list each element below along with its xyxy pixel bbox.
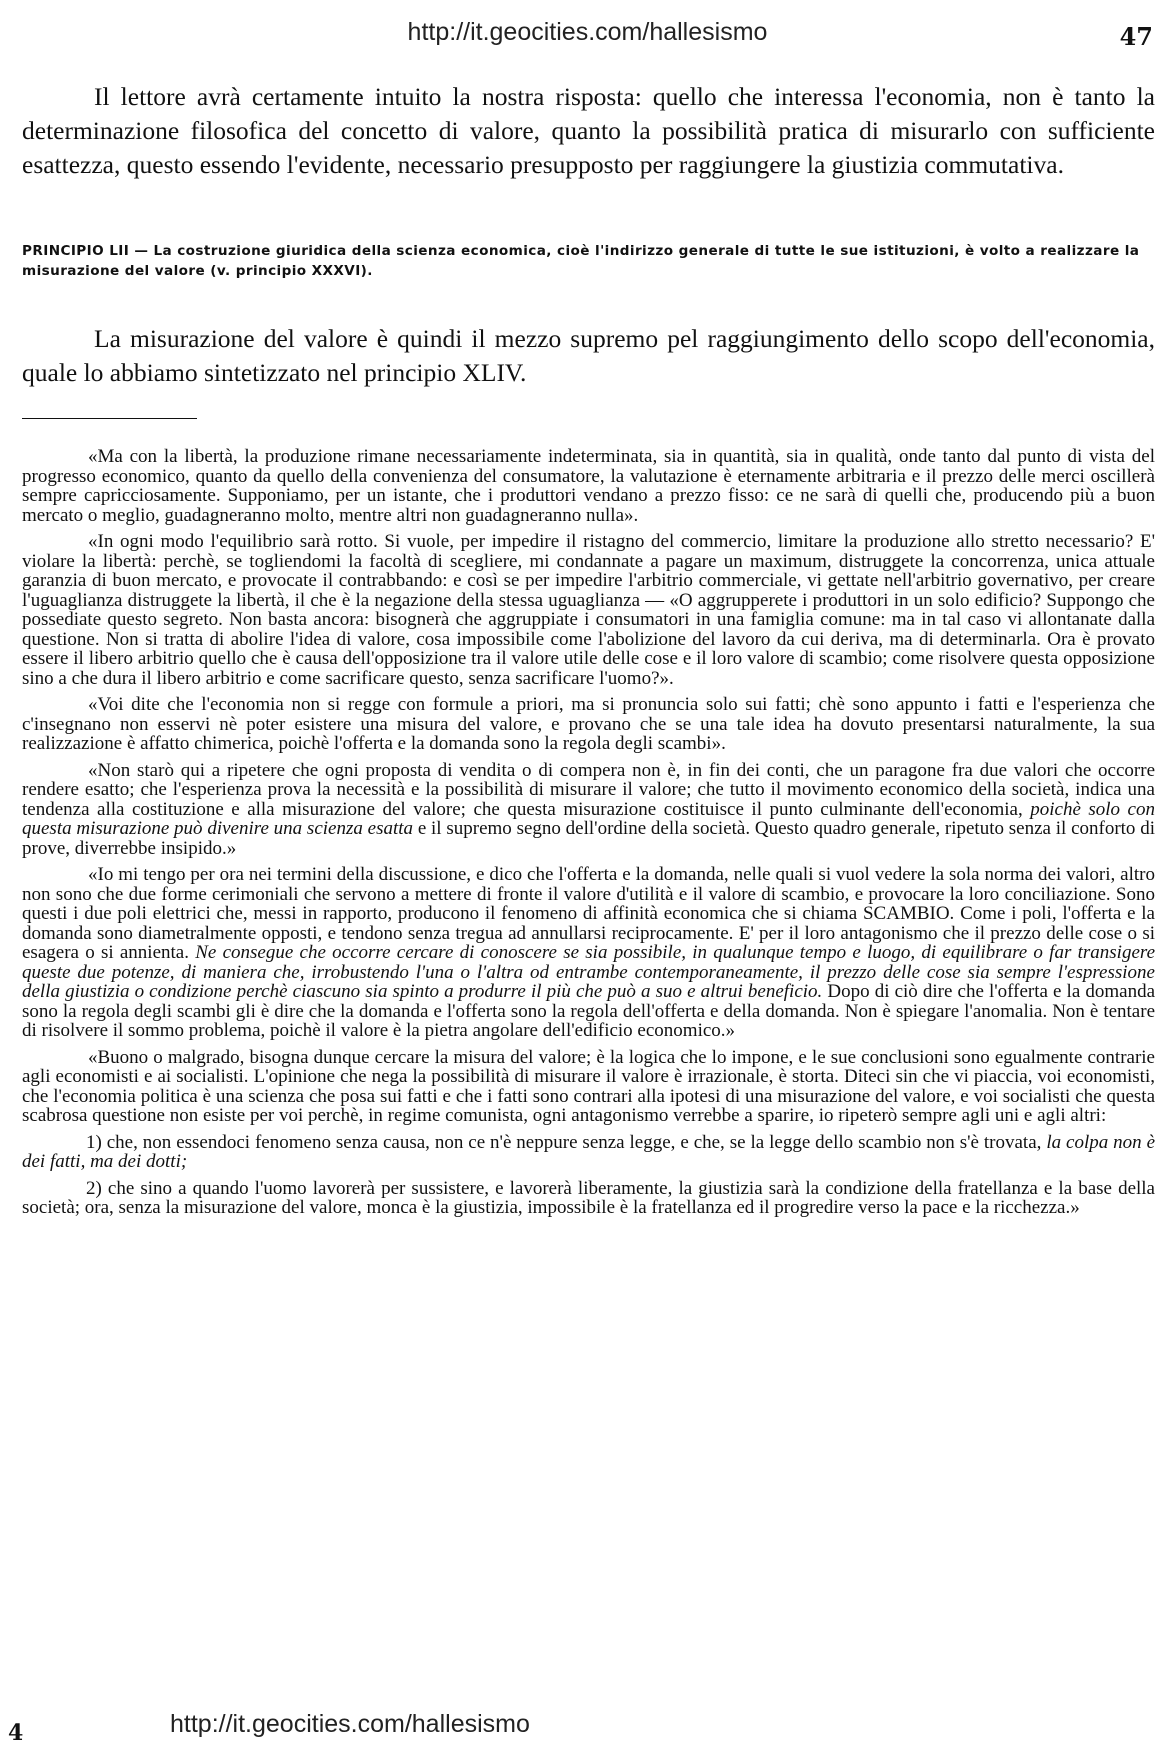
footnote-italic-text: poichè solo con questa misurazione può divenire una scienza esatta: [22, 798, 1155, 839]
footnote-paragraph: «Ma con la libertà, la produzione rimane necessariamente indeterminata, sia in quantità, sia in qualità, onde tanto dal punto di vista del progresso economico, quanto da quello della convenienza del consumatore, la valutazione è eternamente arbitraria e il prezzo delle merci oscillerà sempre capricciosamente. Supponiamo, per un istante, che i produttori vendano a prezzo fisso: ce ne sarà di quelli che, producendo più a buon mercato o meglio, guadagneranno molto, mentre altri non guadagneranno nulla».: [22, 446, 1155, 526]
source-url-footer: http://it.geocities.com/hallesismo: [170, 1710, 530, 1738]
footnote-text: 1) che, non essendoci fenomeno senza causa, non ce n'è neppure senza legge, e che, se la legge dello scambio non s'è trovata,: [86, 1131, 1042, 1153]
footnote-paragraph: «Buono o malgrado, bisogna dunque cercare la misura del valore; è la logica che lo impone, e le sue conclusioni sono egualmente contrarie agli economisti e ai socialisti. L'opinione che nega la possibilità di misurare il valore è irrazionale, è storta. Diteci sin che vi piaccia, voi economisti, che l'economia politica è una scienza che posa sui fatti e che i fatti sono contrari alla ipotesi di una misurazione del valore, e voi socialisti che questa scabrosa questione non esiste per voi perchè, in regime comunista, ogni antagonismo verrebbe a sparire, io ripeterò sempre agli uni e agli altri:: [22, 1046, 1155, 1126]
footnote-text: «Io mi tengo per ora nei termini della discussione, e dico che l'offerta e la domanda, nelle quali si vuol vedere la sola norma dei valori, altro non sono che due forme cerimoniali che servono a mettere di fronte il valore d'utilità e il valore di scambio, e provocare la loro conciliazione. Sono questi i due poli elettrici che, messi in rapporto, producono il fenomeno di affinità economica che si chiama SCAMBIO. Come i poli, l'offerta e la domanda sono diametralmente opposti, e tendono senza tregua ad annullarsi reciprocamente. E' per il loro antagonismo che il prezzo delle cose o si esagera o si annienta.: [22, 864, 1155, 963]
principle-block: [22, 241, 1155, 281]
footnote-paragraph: [22, 865, 1155, 1041]
page-number: 47: [1119, 22, 1153, 51]
body-paragraph-2: La misurazione del valore è quindi il mezzo supremo pel raggiungimento dello scopo dell'economia, quale lo abbiamo sintetizzato nel principio XLIV.: [22, 324, 1155, 387]
footnote-text: «Non starò qui a ripetere che ogni proposta di vendita o di compera non è, in fin dei conti, che un paragone fra due valori che occorre rendere esatto; che l'esperienza prova la necessità e la possibilità di misurare il valore; che tutto il movimento economico della società, indica una tendenza alla costituzione e alla misurazione del valore; che questa misurazione costituisce il punto culminante dell'economia,: [22, 759, 1155, 820]
source-url-header: http://it.geocities.com/hallesismo: [407, 18, 768, 46]
footnotes: [22, 447, 1155, 1225]
footnote-list-item: [22, 1133, 1155, 1172]
footnote-list-item: 2) che sino a quando l'uomo lavorerà per sussistere, e lavorerà liberamente, la giustizia sarà la condizione della fratellanza e la base della società; ora, senza la misurazione del valore, monca è la giustizia, impossibile è la fratellanza ed il progredire verso la pace e la ricchezza.»: [22, 1177, 1155, 1218]
footnote-paragraph: «In ogni modo l'equilibrio sarà rotto. Si vuole, per impedire il ristagno del commercio, limitare la produzione allo stretto necessario? E' violare la libertà: perchè, se togliendomi la facoltà di scegliere, mi condannate a pagare un maximum, distruggete la concorrenza, unica attuale garanzia di buon mercato, e provocate il contrabbando: e così se per impedire l'arbitrio commerciale, vi gettate nell'arbitrio governativo, per creare l'uguaglianza distruggete la libertà, il che è la negazione della stessa uguaglianza — «O aggrupperete i produttori in un solo edificio? Suppongo che possediate questo segreto. Non basta ancora: bisognerà che aggruppiate i consumatori in una famiglia comune: ma in tal caso vi allontanate dalla questione. Non si tratta di abolire l'idea di valore, cosa impossibile come l'abolizione del lavoro da cui deriva, ma di determinarla. Ora è provato essere il libero arbitrio quello che è causa dell'opposizione tra il valore utile delle cose e il loro valore di scambio; come risolvere questa opposizione sino a che dura il libero arbitrio e come sacrificare questo, senza sacrificare l'uomo?».: [22, 531, 1155, 689]
footnote-paragraph: [22, 761, 1155, 859]
signature-mark: 4: [8, 1720, 24, 1746]
body-paragraph-1: Il lettore avrà certamente intuito la nostra risposta: quello che interessa l'economia, non è tanto la determinazione filosofica del concetto di valore, quanto la possibilità pratica di misurarlo con sufficiente esattezza, questo essendo l'evidente, necessario presupposto per raggiungere la giustizia commutativa.: [22, 82, 1155, 179]
footnote-paragraph: «Voi dite che l'economia non si regge con formule a priori, ma si pronuncia solo sui fatti; chè sono appunto i fatti e l'esperienza che c'insegnano non esservi nè poter esistere una misura del valore, e provano che se una tale idea ha dovuto presentarsi naturalmente, la sua realizzazione è affatto chimerica, poichè l'offerta e la domanda sono la regola degli scambi».: [22, 694, 1155, 754]
principle-label: PRINCIPIO LII: [22, 243, 130, 259]
principle-text: — La costruzione giuridica della scienza economica, cioè l'indirizzo generale di tutte le sue istituzioni, è volto a realizzare la misurazione del valore (v. principio XXXVI).: [22, 243, 1140, 279]
footnote-text: e il supremo segno dell'ordine della società. Questo quadro generale, ripetuto senza il conforto di prove, diverrebbe insipido.»: [22, 818, 1155, 859]
footnote-italic-text: la colpa non è dei fatti, ma dei dotti;: [22, 1131, 1156, 1172]
footnote-separator: [22, 418, 197, 419]
footnote-text: Dopo di ciò dire che l'offerta e la domanda sono la regola degli scambi gli è dire che la domanda e l'offerta sono la regola dell'offerta e della domanda. Non è spiegare l'anomalia. Non è tentare di risolvere il sommo problema, poichè il valore è la pietra angolare dell'edificio economico.»: [22, 981, 1156, 1041]
footnote-italic-text: Ne consegue che occorre cercare di conoscere se sia possibile, in qualunque tempo e luogo, di equilibrare o far transigere queste due potenze, di maniera che, irrobustendo l'una o l'altra od entrambe contemporaneamente, il prezzo delle cose sia sempre l'espressione della giustizia o condizione perchè ciascuno sia spinto a produrre il più che può a suo e altrui beneficio.: [22, 942, 1156, 1002]
